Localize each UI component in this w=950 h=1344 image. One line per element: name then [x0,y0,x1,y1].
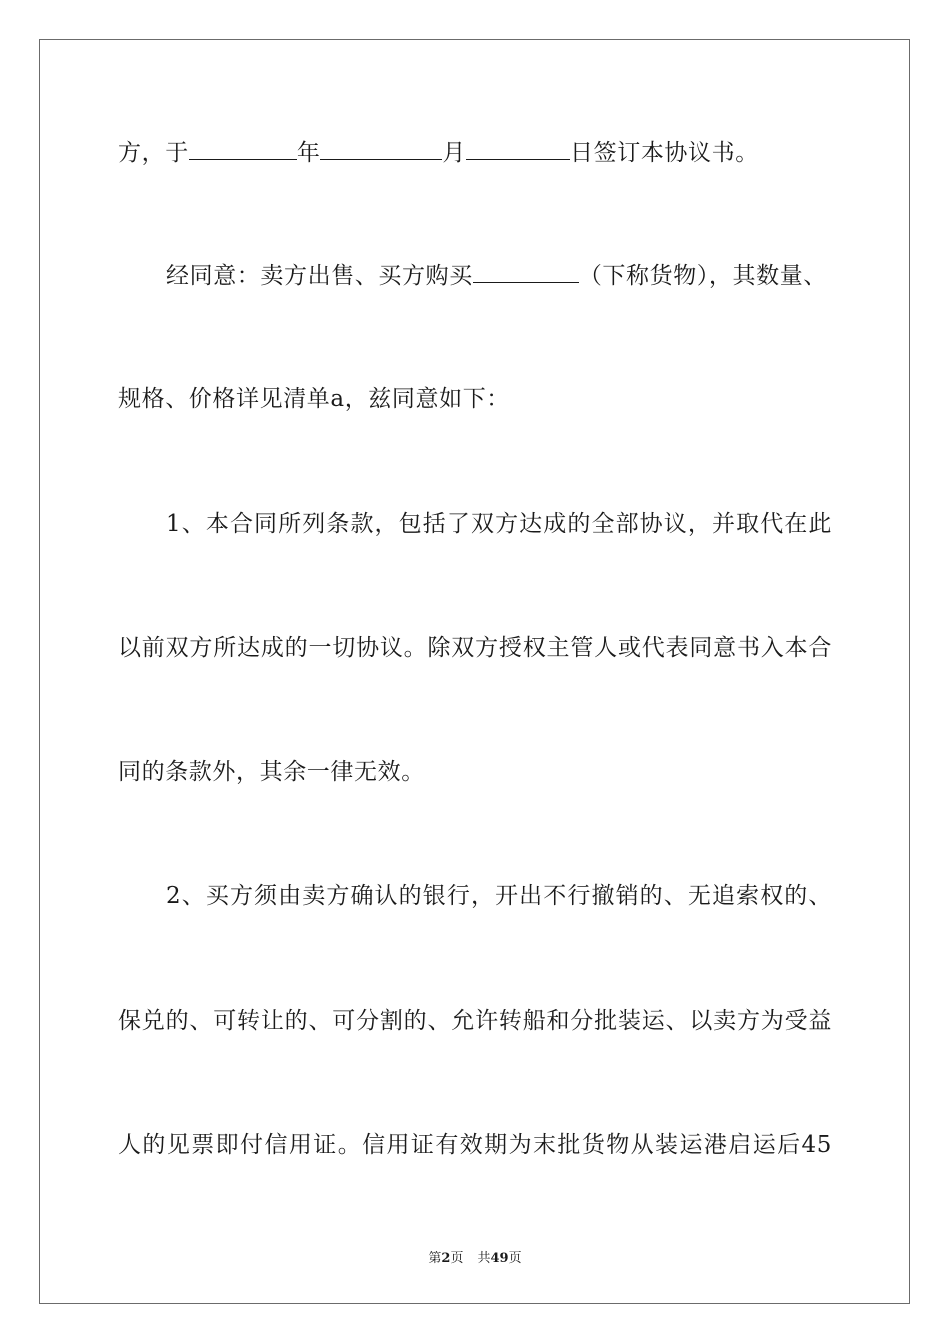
footer-total-suffix: 页 [508,1251,522,1266]
footer-page-prefix: 第 [428,1251,442,1266]
blank-day [466,137,570,160]
footer-total-prefix: 共 [477,1251,491,1266]
text-line-7: 2、买方须由卖方确认的银行，开出不行撤销的、无追索权的、 [166,883,832,909]
text-fragment: 年 [296,140,321,166]
text-line-5: 以前双方所达成的一切协议。除双方授权主管人或代表同意书入本合 [118,635,832,661]
text-line-3: 规格、价格详见清单a，兹同意如下： [118,386,510,412]
text-line-4: 1、本合同所列条款，包括了双方达成的全部协议，并取代在此 [166,511,832,537]
page-frame [39,39,910,1304]
text-line-2 [166,260,886,291]
text-fragment: 经同意：卖方出售、买方购买 [166,263,473,289]
footer-total-pages: 49 [490,1251,509,1266]
blank-goods [473,260,579,283]
text-fragment: 月 [442,140,467,166]
text-line-1 [118,137,838,168]
blank-year [189,137,297,160]
text-fragment: 日签订本协议书。 [570,140,759,166]
text-line-6: 同的条款外，其余一律无效。 [118,759,425,785]
text-line-8: 保兑的、可转让的、可分割的、允许转船和分批装运、以卖方为受益 [118,1008,832,1034]
text-fragment: 方，于 [118,140,189,166]
page-footer [0,1247,950,1266]
footer-page-suffix: 页 [450,1251,464,1266]
text-fragment: （下称货物），其数量、 [578,263,827,289]
blank-month [320,137,442,160]
text-line-9: 人的见票即付信用证。信用证有效期为末批货物从装运港启运后45 [118,1132,832,1158]
footer-page-number: 2 [441,1251,451,1266]
